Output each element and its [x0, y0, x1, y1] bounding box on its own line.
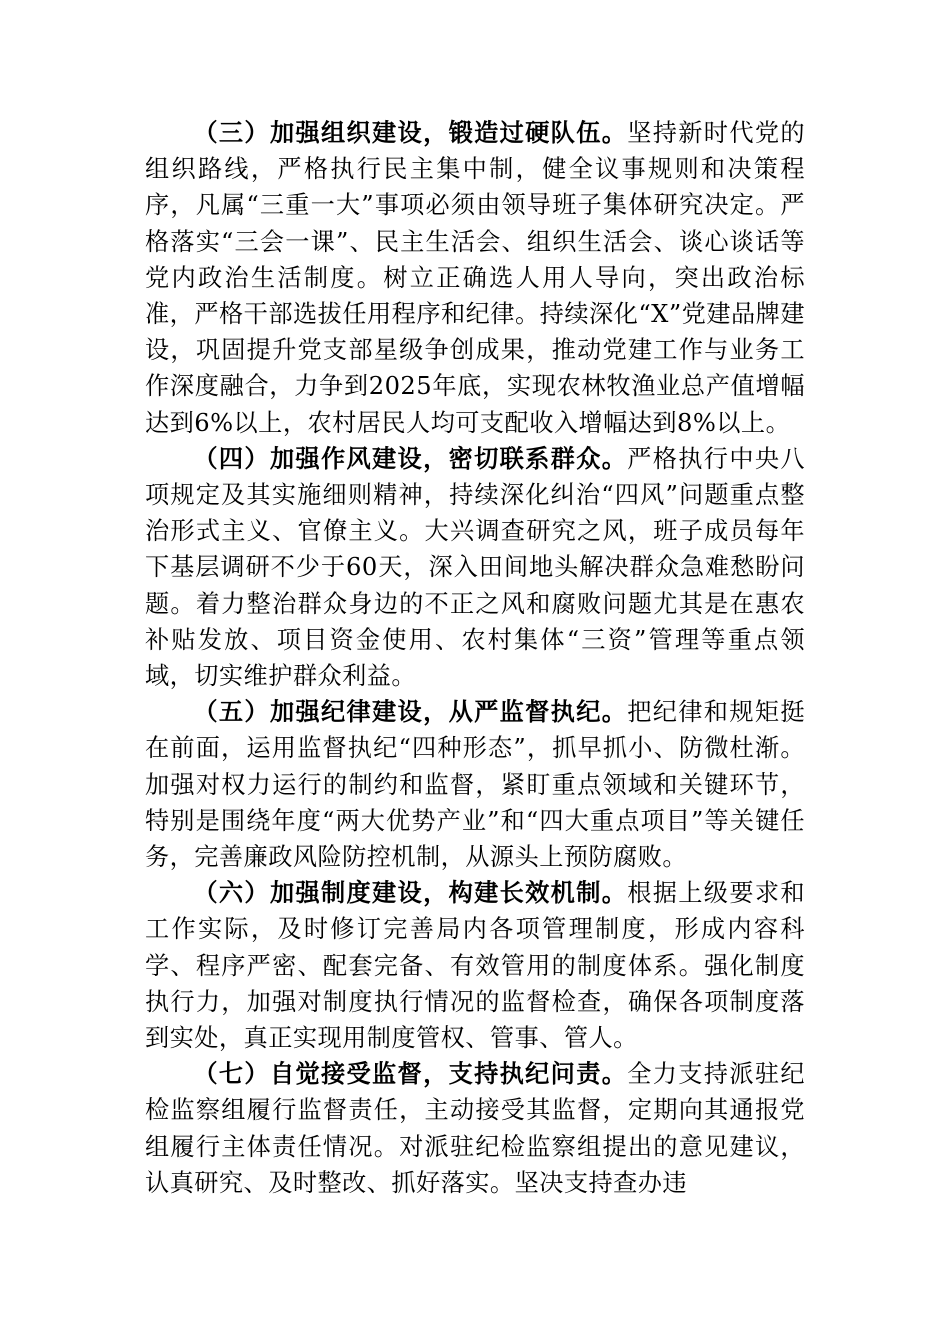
- paragraph-body: 严格执行中央八项规定及其实施细则精神，持续深化纠治“四风”问题重点整治形式主义、官僚主义。大兴调查研究之风，班子成员每年下基层调研不少于60天，深入田间地头解决群众急难愁盼问题。着力整治群众身边的不正之风和腐败问题尤其是在惠农补贴发放、项目资金使用、农村集体“三资”管理等重点领域，切实维护群众利益。: [145, 444, 805, 691]
- paragraph-supervision: [145, 1056, 805, 1201]
- paragraph-heading: （三）加强组织建设，锻造过硬队伍。: [193, 118, 628, 147]
- paragraph-heading: （七）自觉接受监督，支持执纪问责。: [193, 1059, 628, 1089]
- paragraph-body: 全力支持派驻纪检监察组履行监督责任，主动接受其监督，定期向其通报党组履行主体责任情况。对派驻纪检监察组提出的意见建议，认真研究、及时整改、抓好落实。坚决支持查办违: [145, 1060, 805, 1197]
- paragraph-heading: （四）加强作风建设，密切联系群众。: [193, 443, 628, 473]
- paragraph-heading: （六）加强制度建设，构建长效机制。: [193, 878, 628, 908]
- paragraph-body: 坚持新时代党的组织路线，严格执行民主集中制，健全议事规则和决策程序，凡属“三重一大”事项必须由领导班子集体研究决定。严格落实“三会一课”、民主生活会、组织生活会、谈心谈话等党内政治生活制度。树立正确选人用人导向，突出政治标准，严格干部选拔任用程序和纪律。持续深化“X”党建品牌建设，巩固提升党支部星级争创成果，推动党建工作与业务工作深度融合，力争到2025年底，实现农林牧渔业总产值增幅达到6%以上，农村居民人均可支配收入增幅达到8%以上。: [145, 119, 805, 437]
- paragraph-work-style: [145, 441, 805, 694]
- paragraph-heading: （五）加强纪律建设，从严监督执纪。: [193, 697, 628, 727]
- paragraph-institution: [145, 875, 805, 1056]
- paragraph-body: 把纪律和规矩挺在前面，运用监督执纪“四种形态”，抓早抓小、防微杜渐。加强对权力运行的制约和监督，紧盯重点领域和关键环节，特别是围绕年度“两大优势产业”和“四大重点项目”等关键任务，完善廉政风险防控机制，从源头上预防腐败。: [145, 698, 805, 872]
- paragraph-organization: [145, 115, 805, 441]
- document-page: [145, 115, 805, 1201]
- paragraph-discipline: [145, 694, 805, 875]
- paragraph-body: 根据上级要求和工作实际，及时修订完善局内各项管理制度，形成内容科学、程序严密、配套完备、有效管用的制度体系。强化制度执行力，加强对制度执行情况的监督检查，确保各项制度落到实处，真正实现用制度管权、管事、管人。: [145, 879, 805, 1053]
